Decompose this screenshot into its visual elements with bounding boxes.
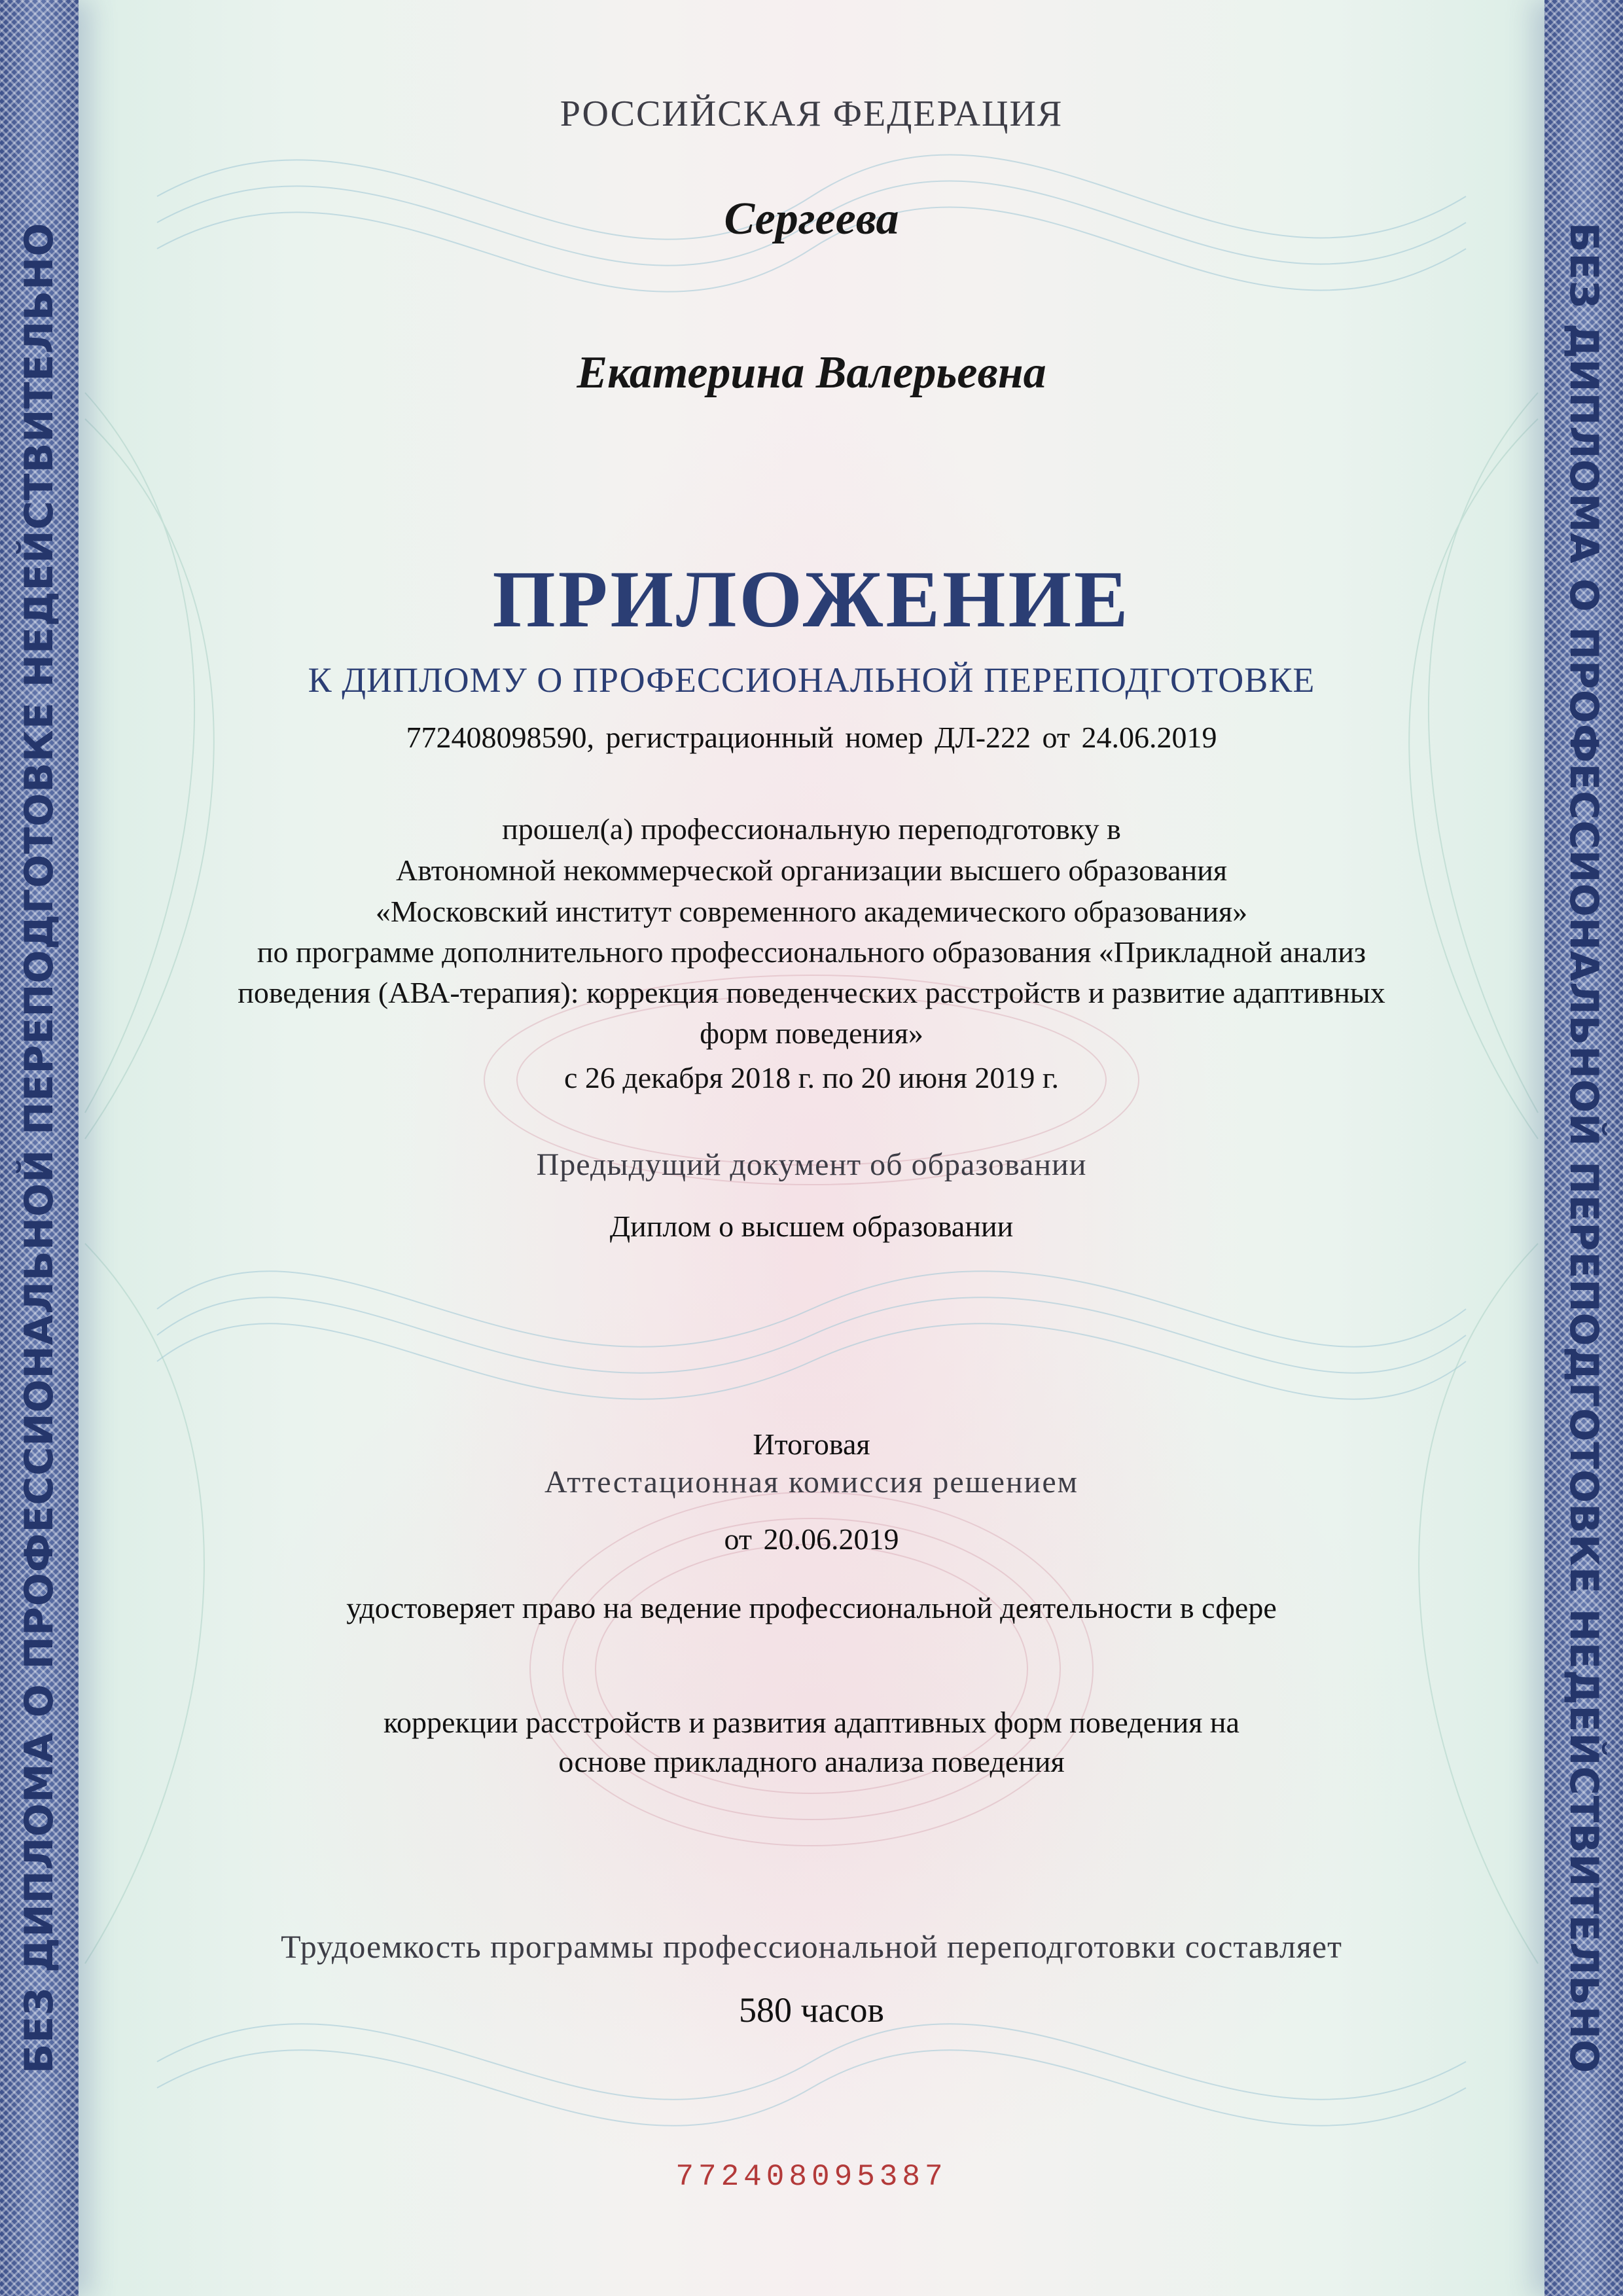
body-line: по программе дополнительного профессионального образования «Прикладной анализ: [257, 935, 1366, 969]
previous-document-label: Предыдущий документ об образовании: [536, 1147, 1087, 1182]
commission-line-1: Итоговая: [753, 1427, 870, 1461]
workload-label: Трудоемкость программы профессиональной переподготовки составляет: [281, 1928, 1342, 1965]
holder-surname: Сергеева: [724, 194, 899, 244]
body-line: «Московский институт современного академического образования»: [375, 895, 1248, 928]
study-period: с 26 декабря 2018 г. по 20 июня 2019 г.: [563, 1061, 1060, 1094]
body-line: поведения (АВА-терапия): коррекция поведенческих расстройств и развитие адаптивных: [238, 976, 1385, 1009]
commission-line-2: Аттестационная комиссия решением: [544, 1465, 1079, 1499]
qualification-line: коррекции расстройств и развития адаптивных форм поведения на: [383, 1706, 1240, 1739]
body-line: форм поведения»: [700, 1016, 923, 1050]
previous-document-value: Диплом о высшем образовании: [609, 1210, 1014, 1243]
right-band-text: БЕЗ ДИПЛОМА О ПРОФЕССИОНАЛЬНОЙ ПЕРЕПОДГОТОВКЕ НЕДЕЙСТВИТЕЛЬНО: [1561, 222, 1607, 2074]
document-subtitle: К ДИПЛОМУ О ПРОФЕССИОНАЛЬНОЙ ПЕРЕПОДГОТОВКЕ: [308, 660, 1315, 700]
document-title: ПРИЛОЖЕНИЕ: [492, 554, 1131, 644]
registration-line: 772408098590, регистрационный номер ДЛ-222 от 24.06.2019: [406, 721, 1217, 754]
body-line: Автономной некоммерческой организации высшего образования: [396, 853, 1227, 887]
body-line: прошел(а) профессиональную переподготовку в: [502, 812, 1121, 846]
serial-number: 772408095387: [675, 2160, 948, 2194]
holder-given-names: Екатерина Валерьевна: [577, 348, 1046, 398]
workload-hours: 580 часов: [738, 1990, 885, 2030]
country-heading: РОССИЙСКАЯ ФЕДЕРАЦИЯ: [560, 94, 1063, 134]
commission-date: от 20.06.2019: [724, 1522, 899, 1556]
certifies-line: удостоверяет право на ведение профессиональной деятельности в сфере: [346, 1591, 1277, 1624]
left-band-text: БЕЗ ДИПЛОМА О ПРОФЕССИОНАЛЬНОЙ ПЕРЕПОДГОТОВКЕ НЕДЕЙСТВИТЕЛЬНО: [16, 222, 62, 2074]
qualification-line: основе прикладного анализа поведения: [558, 1745, 1065, 1778]
